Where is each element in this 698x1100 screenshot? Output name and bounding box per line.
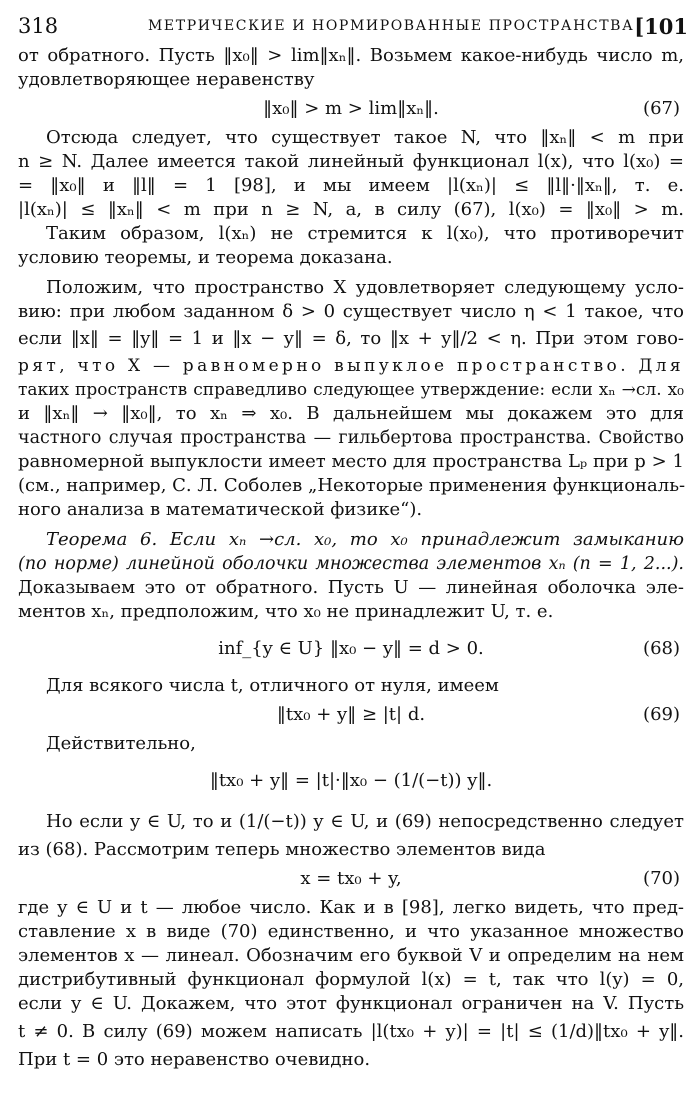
text-line: вию: при любом заданном δ > 0 существует число η < 1 такое, что (18, 301, 684, 322)
text-line: таких пространств справедливо следующее утверждение: если xₙ →сл. x₀ (18, 380, 684, 400)
text-line: из (68). Рассмотрим теперь множество элементов вида (18, 839, 546, 860)
text-line: дистрибутивный функционал формулой l(x) = t, так что l(y) = 0, (18, 969, 684, 990)
theorem-line: (по норме) линейной оболочки множества элементов xₙ (n = 1, 2...). (18, 554, 684, 574)
text-line: от обратного. Пусть ‖x₀‖ > lim‖xₙ‖. Возьмем какое-нибудь число m, (18, 45, 684, 66)
equation-69-expanded (18, 756, 684, 806)
text-line: условию теоремы, и теорема доказана. (18, 247, 393, 268)
text-line: ментов xₙ, предположим, что x₀ не принадлежит U, т. е. (18, 601, 554, 622)
text-line: |l(xₙ)| ≤ ‖xₙ‖ < m при n ≥ N, а, в силу (67), l(x₀) = ‖x₀‖ > m. (18, 199, 684, 220)
text-line: ставление x в виде (70) единственно, и что указанное множество (18, 921, 684, 942)
text-line: (см., например, С. Л. Соболев „Некоторые применения функциональ- (18, 475, 686, 496)
equation-body: ‖x₀‖ > m > lim‖xₙ‖. (263, 98, 439, 119)
equation-number: (70) (643, 868, 680, 889)
text-line: Положим, что пространство X удовлетворяет следующему усло- (46, 277, 684, 298)
text-line: = ‖x₀‖ и ‖l‖ = 1 [98], и мы имеем |l(xₙ)| ≤ ‖l‖·‖xₙ‖, т. е. (18, 175, 684, 196)
equation-number: (69) (643, 704, 680, 725)
equation-70 (18, 862, 684, 896)
text-line: и ‖xₙ‖ → ‖x₀‖, то xₙ ⇒ x₀. В дальнейшем мы докажем это для (18, 403, 684, 424)
text-line: элементов x — линеал. Обозначим его буквой V и определим на нем (18, 945, 684, 966)
text-line: равномерной выпуклости имеет место для пространства Lₚ при p > 1 (18, 451, 684, 472)
text-line: удовлетворяющее неравенству (18, 69, 315, 90)
text-line: Для всякого числа t, отличного от нуля, имеем (46, 675, 499, 696)
text-line: Доказываем это от обратного. Пусть U — линейная оболочка эле- (18, 577, 684, 598)
equation-69 (18, 698, 684, 732)
text-line: если ‖x‖ = ‖y‖ = 1 и ‖x − y‖ = δ, то ‖x + y‖/2 < η. При этом гово- (18, 328, 684, 349)
text-line: Но если y ∈ U, то и (1/(−t)) y ∈ U, и (69) непосредственно следует (46, 811, 684, 832)
section-number: [101 (634, 14, 688, 39)
page-number: 318 (18, 14, 59, 38)
equation-body: ‖tx₀ + y‖ = |t|·‖x₀ − (1/(−t)) y‖. (209, 770, 493, 791)
text-line: если y ∈ U. Докажем, что этот функционал ограничен на V. Пусть (18, 993, 684, 1014)
equation-body: inf_{y ∈ U} ‖x₀ − y‖ = d > 0. (218, 638, 484, 659)
text-line: Отсюда следует, что существует такое N, что ‖xₙ‖ < m при (46, 127, 684, 148)
text-line: рят, что X — равномерно выпуклое пространство. Для (18, 356, 684, 376)
text-line: При t = 0 это неравенство очевидно. (18, 1049, 371, 1070)
text-line: n ≥ N. Далее имеется такой линейный функционал l(x), что l(x₀) = (18, 151, 684, 172)
running-header (18, 10, 688, 44)
running-title: МЕТРИЧЕСКИЕ И НОРМИРОВАННЫЕ ПРОСТРАНСТВА (148, 18, 635, 34)
page (18, 10, 688, 1072)
equation-number: (68) (643, 638, 680, 659)
text-line: Действительно, (46, 733, 196, 754)
equation-68 (18, 624, 684, 674)
theorem-line: Теорема 6. Если xₙ →сл. x₀, то x₀ принадлежит замыканию (46, 529, 684, 550)
equation-number: (67) (643, 98, 680, 119)
equation-67 (18, 92, 684, 126)
text-line: t ≠ 0. В силу (69) можем написать |l(tx₀ + y)| = |t| ≤ (1/d)‖tx₀ + y‖. (18, 1021, 684, 1042)
text-line: Таким образом, l(xₙ) не стремится к l(x₀), что противоречит (46, 223, 684, 244)
text-line: частного случая пространства — гильбертова пространства. Свойство (18, 428, 684, 448)
text-line: где y ∈ U и t — любое число. Как и в [98], легко видеть, что пред- (18, 897, 684, 918)
equation-body: x = tx₀ + y, (300, 868, 402, 889)
text-line: ного анализа в математической физике“). (18, 499, 423, 520)
equation-body: ‖tx₀ + y‖ ≥ |t| d. (276, 704, 426, 725)
